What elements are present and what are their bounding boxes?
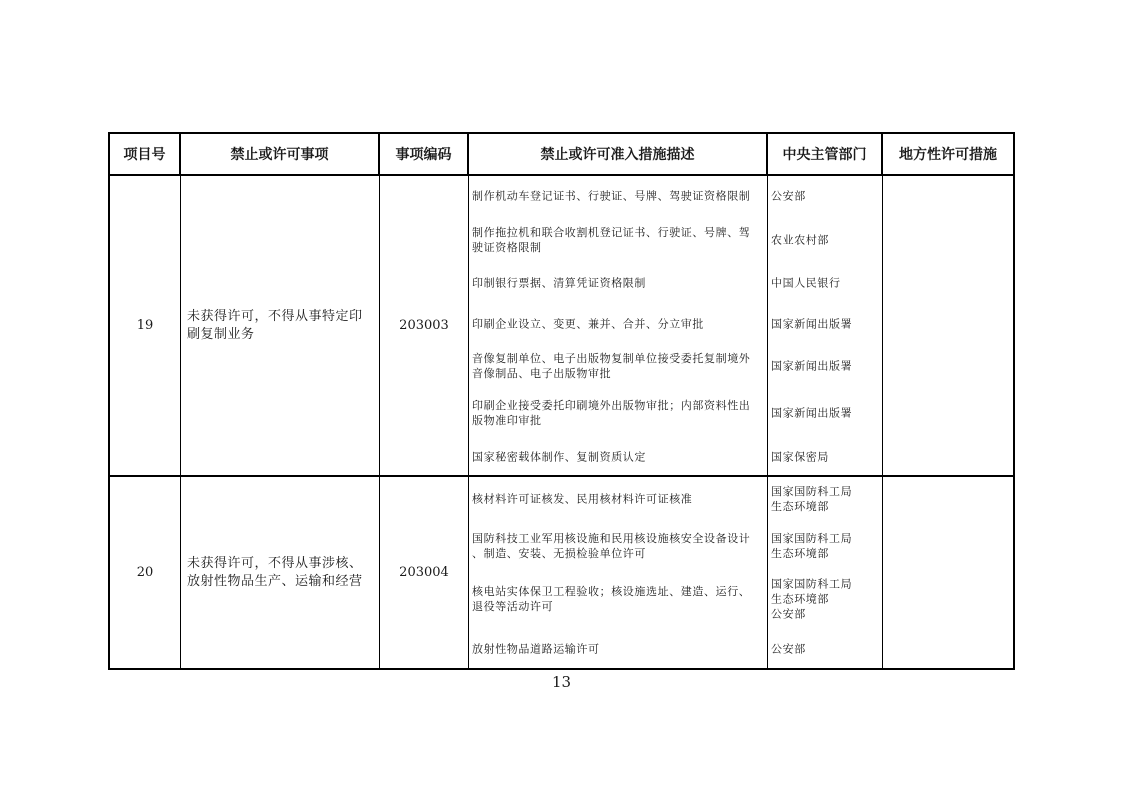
measure-line: 放射性物品道路运输许可 [472,642,600,656]
page-number: 13 [551,673,572,691]
measure-item [472,531,761,561]
measure-item [472,351,761,381]
measure-line: 印刷企业接受委托印刷境外出版物审批；内部资料性出 [472,399,751,412]
measure-item [472,584,761,614]
department-line: 国家国防科工局 [771,485,853,498]
measure-item [472,189,761,204]
measure-line: 核材料许可证核发、民用核材料许可证核准 [472,492,693,506]
table-row [110,174,1013,475]
measure-line: 版物准印审批 [472,414,542,427]
department-line: 农业农村部 [771,233,829,247]
measure-item [472,225,761,255]
measure-line: 制作拖拉机和联合收割机登记证书、行驶证、号牌、驾 [472,226,751,239]
measure-line: 国防科技工业军用核设施和民用核设施核安全设备设计 [472,532,751,545]
local-measure-cell [883,477,1013,668]
department-line: 国家新闻出版署 [771,317,853,331]
department-line: 中国人民银行 [771,276,841,290]
item-number: 20 [110,477,181,668]
department-line: 生态环境部 [771,592,829,606]
measure-line: 驶证资格限制 [472,241,542,254]
measure-line: 印刷企业设立、变更、兼并、合并、分立审批 [472,317,704,331]
measure-item [472,642,761,657]
measure-line: 国家秘密载体制作、复制资质认定 [472,450,646,464]
item-code: 203003 [380,176,469,475]
department-line: 生态环境部 [771,547,829,560]
item-number: 19 [110,176,181,475]
item-code: 203004 [380,477,469,668]
department-line: 生态环境部 [771,500,829,513]
measure-line: 、制造、安装、无损检验单位许可 [472,547,646,560]
measure-line: 音像制品、电子出版物审批 [472,367,612,380]
department-line: 公安部 [771,642,806,656]
department-line: 国家新闻出版署 [771,406,853,420]
department-line: 国家国防科工局 [771,532,853,545]
measure-line: 制作机动车登记证书、行驶证、号牌、驾驶证资格限制 [472,189,751,203]
header-local-measure: 地方性许可措施 [899,147,997,163]
table-row [110,475,1013,668]
measure-line: 退役等活动许可 [472,600,554,613]
local-measure-cell [883,176,1013,475]
matter-cell [181,477,380,668]
department-item [771,450,876,465]
department-item [771,317,876,332]
department-line: 国家新闻出版署 [771,359,853,373]
department-item [771,577,876,622]
measure-item [472,317,761,332]
department-item [771,189,876,204]
matter-line: 放射性物品生产、运输和经营 [187,573,363,589]
header-matter: 禁止或许可事项 [181,134,380,174]
measure-list [469,176,768,475]
department-line: 公安部 [771,607,806,621]
department-item [771,406,876,421]
measure-line: 音像复制单位、电子出版物复制单位接受委托复制境外 [472,352,751,365]
header-department: 中央主管部门 [768,134,883,174]
measure-line: 印制银行票据、清算凭证资格限制 [472,276,646,290]
matter-line: 刷复制业务 [187,326,255,342]
department-item [771,484,876,514]
measure-item [472,450,761,465]
department-line: 公安部 [771,189,806,203]
matter-line: 未获得许可，不得从事特定印 [187,308,363,324]
measure-item [472,276,761,291]
department-item [771,233,876,248]
matter-cell [181,176,380,475]
department-item [771,531,876,561]
measure-line: 核电站实体保卫工程验收；核设施选址、建造、运行、 [472,585,751,598]
department-item [771,642,876,657]
department-item [771,276,876,291]
table-header [110,134,1013,174]
department-list [768,176,883,475]
measure-item [472,398,761,428]
department-item [771,359,876,374]
header-code: 事项编码 [380,134,469,174]
department-list [768,477,883,668]
department-line: 国家国防科工局 [771,577,853,591]
header-measure: 禁止或许可准入措施描述 [469,134,768,174]
measure-list [469,477,768,668]
header-item-number: 项目号 [110,134,181,174]
permit-table [108,132,1015,670]
matter-line: 未获得许可，不得从事涉核、 [187,555,363,571]
measure-item [472,492,761,507]
department-line: 国家保密局 [771,450,829,464]
